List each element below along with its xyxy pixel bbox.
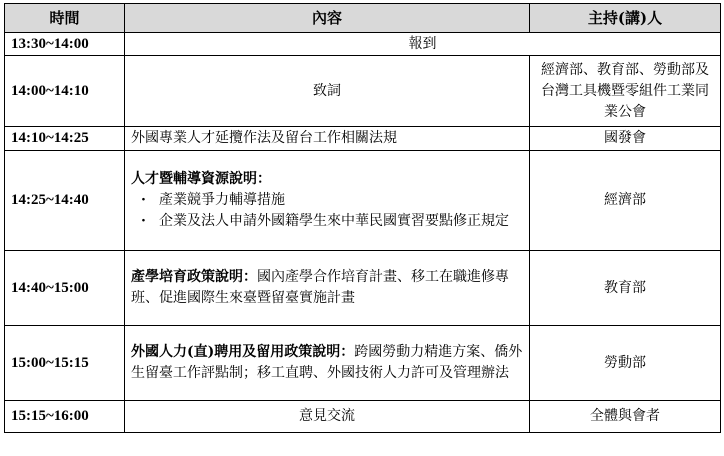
table-row xyxy=(5,33,721,56)
content-title: 外國人力(直)聘用及留用政策說明： xyxy=(131,344,355,360)
host-cell: 全體與會者 xyxy=(530,401,721,433)
host-cell: 勞動部 xyxy=(530,326,721,401)
time-cell: 14:10~14:25 xyxy=(5,127,125,151)
host-cell: 經濟部 xyxy=(530,151,721,251)
content-title: 產學培育政策說明： xyxy=(131,269,257,285)
table-row xyxy=(5,151,721,251)
time-cell: 14:00~14:10 xyxy=(5,56,125,127)
time-cell: 14:25~14:40 xyxy=(5,151,125,251)
time-cell: 15:15~16:00 xyxy=(5,401,125,433)
header-time: 時間 xyxy=(5,4,125,33)
content-cell xyxy=(125,151,530,251)
host-cell: 經濟部、教育部、勞動部及台灣工具機暨零組件工業同業公會 xyxy=(530,56,721,127)
content-body: 國內產學合作培育計畫、移工在職進修專班、促進國際生來臺暨留臺實施計畫 xyxy=(131,269,509,306)
content-cell xyxy=(125,251,530,326)
content-list xyxy=(131,190,523,232)
host-cell: 教育部 xyxy=(530,251,721,326)
time-cell: 14:40~15:00 xyxy=(5,251,125,326)
table-row xyxy=(5,401,721,433)
header-row xyxy=(5,4,721,33)
host-cell: 國發會 xyxy=(530,127,721,151)
header-content: 內容 xyxy=(125,4,530,33)
content-body: 跨國勞動力精進方案、僑外生留臺工作評點制；移工直聘、外國技術人力許可及管理辦法 xyxy=(131,344,523,381)
list-item: · 企業及法人申請外國籍學生來中華民國實習要點修正規定 xyxy=(141,211,523,232)
time-cell: 13:30~14:00 xyxy=(5,33,125,56)
header-host: 主持(講)人 xyxy=(530,4,721,33)
agenda-table xyxy=(4,3,721,433)
time-cell: 15:00~15:15 xyxy=(5,326,125,401)
table-row xyxy=(5,251,721,326)
content-cell: 報到 xyxy=(125,33,721,56)
content-cell: 致詞 xyxy=(125,56,530,127)
table-row xyxy=(5,56,721,127)
content-cell: 意見交流 xyxy=(125,401,530,433)
table-row xyxy=(5,127,721,151)
content-cell xyxy=(125,326,530,401)
content-title: 人才暨輔導資源說明： xyxy=(131,171,271,187)
content-cell: 外國專業人才延攬作法及留台工作相關法規 xyxy=(125,127,530,151)
agenda-table-wrapper xyxy=(4,3,721,433)
list-item: · 產業競爭力輔導措施 xyxy=(141,190,523,211)
table-row xyxy=(5,326,721,401)
